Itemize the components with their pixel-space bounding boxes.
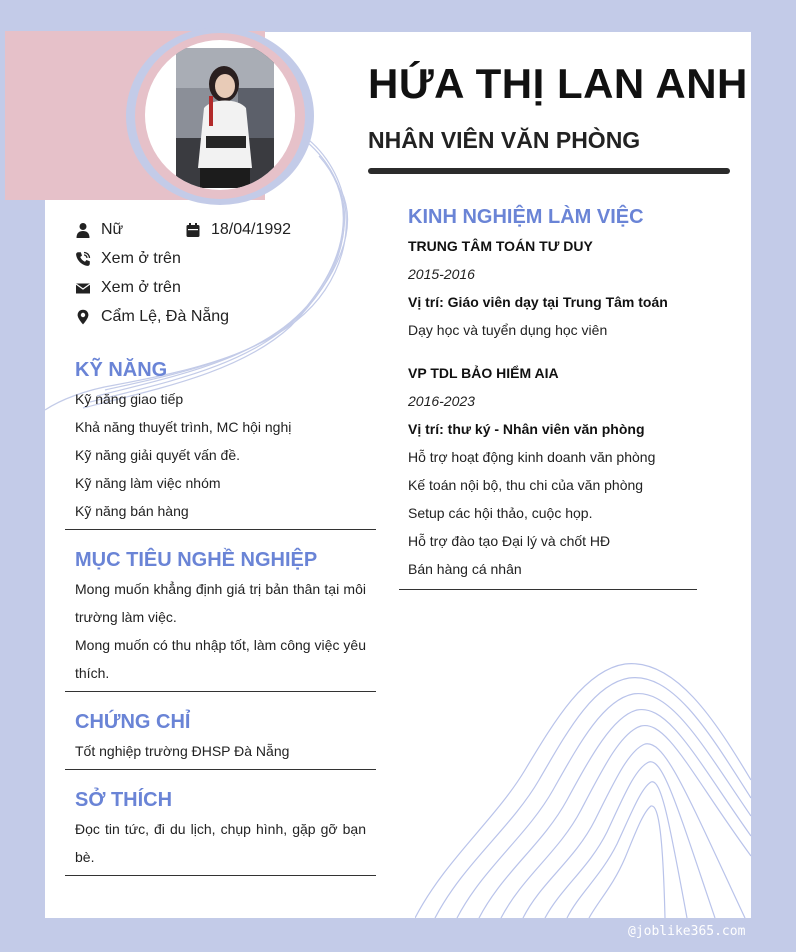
watermark: @joblike365.com	[628, 924, 746, 939]
avatar	[145, 40, 295, 190]
phone-icon	[75, 251, 91, 267]
birthday-row	[185, 219, 291, 241]
certificates-title: CHỨNG CHỈ	[75, 711, 191, 733]
experience-entry	[399, 359, 697, 583]
objective-item: Mong muốn có thu nhập tốt, làm công việc yêu thích.	[75, 637, 366, 681]
job-role: Vị trí: thư ký - Nhân viên văn phòng	[408, 421, 645, 437]
skills-title: KỸ NĂNG	[75, 359, 168, 381]
skill-item: Kỹ năng giải quyết vấn đề.	[75, 447, 241, 463]
skill-item: Khả năng thuyết trình, MC hội nghị	[75, 419, 292, 435]
calendar-icon	[185, 222, 201, 238]
work-period: 2015-2016	[408, 266, 475, 282]
address-value: Cẩm Lệ, Đà Nẵng	[101, 308, 230, 325]
hobbies-section	[65, 770, 376, 876]
user-icon	[75, 222, 91, 238]
email-value: Xem ở trên	[101, 279, 181, 296]
objective-item: Mong muốn khẳng định giá trị bản thân tại môi trường làm việc.	[75, 581, 366, 625]
skill-item: Kỹ năng bán hàng	[75, 503, 189, 519]
objective-title: MỤC TIÊU NGHỀ NGHIỆP	[75, 549, 318, 571]
certificate-item: Tốt nghiệp trường ĐHSP Đà Nẵng	[75, 743, 290, 759]
objective-section	[65, 530, 376, 692]
gender-row	[75, 219, 123, 241]
skill-item: Kỹ năng giao tiếp	[75, 391, 184, 407]
address-row	[75, 306, 229, 328]
job-role: Vị trí: Giáo viên dạy tại Trung Tâm toán	[408, 294, 668, 310]
skill-item: Kỹ năng làm việc nhóm	[75, 475, 221, 491]
hobby-item: Đọc tin tức, đi du lịch, chụp hình, gặp gỡ bạn bè.	[75, 821, 366, 865]
job-duty: Hỗ trợ đào tạo Đại lý và chốt HĐ	[408, 533, 611, 549]
left-column	[65, 355, 376, 876]
email-icon	[75, 280, 91, 296]
candidate-name: HỨA THỊ LAN ANH	[368, 60, 748, 107]
phone-row	[75, 248, 181, 270]
hobbies-title: SỞ THÍCH	[75, 789, 173, 811]
email-row	[75, 277, 181, 299]
company-name: TRUNG TÂM TOÁN TƯ DUY	[408, 238, 593, 254]
job-duty: Kế toán nội bộ, thu chi của văn phòng	[408, 477, 644, 493]
job-title: NHÂN VIÊN VĂN PHÒNG	[368, 127, 641, 153]
work-period: 2016-2023	[408, 393, 475, 409]
job-duty: Hỗ trợ hoạt động kinh doanh văn phòng	[408, 449, 656, 465]
certificates-section	[65, 692, 376, 770]
profile-photo	[176, 48, 274, 188]
experience-title: KINH NGHIỆM LÀM VIỆC	[408, 206, 644, 228]
job-duty: Dạy học và tuyển dụng học viên	[408, 322, 608, 338]
title-divider	[368, 168, 730, 174]
phone-value: Xem ở trên	[101, 250, 181, 267]
job-duty: Bán hàng cá nhân	[408, 561, 522, 577]
location-icon	[75, 309, 91, 325]
skills-section	[65, 355, 376, 530]
gender-value: Nữ	[101, 221, 124, 238]
experience-entry	[399, 232, 697, 344]
experience-section	[399, 202, 697, 590]
job-duty: Setup các hội thảo, cuộc họp.	[408, 505, 593, 521]
company-name: VP TDL BẢO HIỂM AIA	[408, 365, 559, 381]
birthday-value: 18/04/1992	[211, 221, 292, 238]
